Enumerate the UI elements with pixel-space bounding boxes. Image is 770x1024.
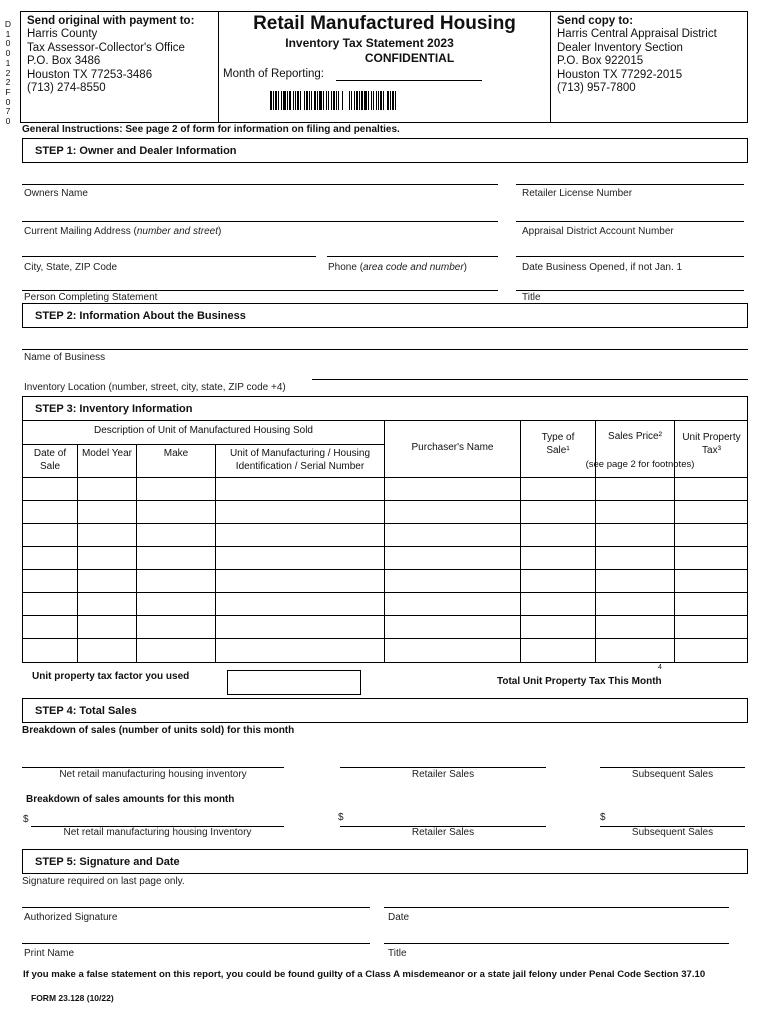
send-copy-line: Houston TX 77292-2015 [557,68,683,81]
form-number: FORM 23.128 (10/22) [31,993,114,1003]
cell-unit-id[interactable] [216,639,384,661]
print-name-field[interactable] [22,943,370,944]
mailing-address-field[interactable] [22,221,498,222]
phone-label-suffix: ) [463,262,467,273]
cell-unit-property-tax[interactable] [675,593,748,615]
person-completing-label: Person Completing Statement [24,292,158,303]
cell-make[interactable] [137,547,215,569]
table-group-divider [22,444,384,445]
cell-unit-id[interactable] [216,524,384,546]
mailing-address-label [24,226,221,237]
net-retail-amount-label: Net retail manufacturing housing Inventory [63,827,252,838]
step3-title: STEP 3: Inventory Information [35,403,193,415]
owners-name-label: Owners Name [24,188,88,199]
dollar-sign: $ [600,812,606,823]
cell-type-of-sale[interactable] [521,639,595,661]
cell-date[interactable] [23,478,77,500]
confidential-label: CONFIDENTIAL [364,51,455,65]
send-copy-heading: Send copy to: [557,15,634,27]
cell-type-of-sale[interactable] [521,547,595,569]
send-original-block [27,15,217,95]
phone-field[interactable] [327,256,498,257]
cell-type-of-sale[interactable] [521,593,595,615]
cell-model-year[interactable] [78,593,136,615]
appraisal-account-label: Appraisal District Account Number [522,226,674,237]
subsequent-sales-units-label: Subsequent Sales [631,769,714,780]
cell-make[interactable] [137,639,215,661]
title-label: Title [522,292,541,303]
th-sales-price: Sales Price² [608,431,662,442]
cell-date[interactable] [23,593,77,615]
cell-purchaser[interactable] [385,593,520,615]
cell-make[interactable] [137,570,215,592]
barcode [270,91,488,110]
step5-header [22,849,748,874]
phone-label-text: Phone ( [328,262,364,273]
th-purchaser: Purchaser's Name [411,442,494,453]
owners-name-field[interactable] [22,184,498,185]
th-type-of-sale: Type of Sale¹ [541,432,575,456]
cell-date[interactable] [23,547,77,569]
send-copy-line: Harris Central Appraisal District [557,28,717,41]
cell-sales-price[interactable] [596,593,674,615]
cell-make[interactable] [137,593,215,615]
inventory-location-field[interactable] [312,379,748,380]
header-divider [550,11,551,123]
cell-unit-id[interactable] [216,478,384,500]
signature-note: Signature required on last page only. [22,876,185,887]
cell-unit-id[interactable] [216,547,384,569]
cell-unit-id[interactable] [216,616,384,638]
cell-type-of-sale[interactable] [521,524,595,546]
cell-sales-price[interactable] [596,547,674,569]
form-subtitle [219,36,520,66]
business-name-label: Name of Business [24,352,106,363]
cell-sales-price[interactable] [596,570,674,592]
retailer-sales-amount-label: Retailer Sales [411,827,475,838]
cell-model-year[interactable] [78,616,136,638]
cell-purchaser[interactable] [385,639,520,661]
date-opened-label: Date Business Opened, if not Jan. 1 [522,262,683,273]
cell-make[interactable] [137,478,215,500]
cell-purchaser[interactable] [385,478,520,500]
month-of-reporting-label: Month of Reporting: [223,68,325,80]
phone-label-italic: area code and number [363,262,464,273]
appraisal-account-field[interactable] [516,221,744,222]
form-code-char: 0 [5,38,11,49]
date-label: Date [388,912,410,923]
dollar-sign: $ [338,812,344,823]
send-original-heading: Send original with payment to: [27,15,195,27]
th-unit-id: Unit of Manufacturing / Housing Identification / Serial Number [229,448,371,472]
print-name-label: Print Name [24,948,75,959]
general-instructions: General Instructions: See page 2 of form for information on filing and penalties. [22,124,400,135]
send-original-line: P.O. Box 3486 [27,55,101,68]
cell-unit-property-tax[interactable] [675,639,748,661]
signer-title-label: Title [388,948,407,959]
cell-purchaser[interactable] [385,616,520,638]
send-original-line: Houston TX 77253-3486 [27,68,153,81]
step4-title: STEP 4: Total Sales [35,705,137,717]
form-code-char: 0 [5,116,11,127]
cell-make[interactable] [137,524,215,546]
retailer-sales-units-field[interactable] [340,767,546,768]
city-state-zip-field[interactable] [22,256,316,257]
false-statement-warning: If you make a false statement on this report, you could be found guilty of a Class A misdemeanor or a state jail felony under Penal Code Section 37.10 [23,969,706,980]
cell-unit-id[interactable] [216,570,384,592]
cell-purchaser[interactable] [385,524,520,546]
cell-unit-id[interactable] [216,593,384,615]
form-code-char: 0 [5,48,11,59]
form-code-vertical [3,20,13,127]
cell-sales-price[interactable] [596,501,674,523]
cell-unit-property-tax[interactable] [675,501,748,523]
date-field[interactable] [384,907,729,908]
form-code-char: F [5,86,11,97]
send-copy-block [557,15,747,95]
send-copy-line: Dealer Inventory Section [557,41,683,54]
cell-unit-id[interactable] [216,501,384,523]
step5-title: STEP 5: Signature and Date [35,856,180,868]
step4-header [22,698,748,723]
cell-date[interactable] [23,524,77,546]
tax-factor-label: Unit property tax factor you used [32,671,190,682]
cell-model-year[interactable] [78,570,136,592]
cell-make[interactable] [137,501,215,523]
form-code-char: 2 [5,77,11,88]
cell-date[interactable] [23,616,77,638]
cell-purchaser[interactable] [385,547,520,569]
month-of-reporting-field[interactable] [336,80,482,81]
step2-title: STEP 2: Information About the Business [35,310,246,322]
form-code-char: 7 [5,106,11,117]
inventory-location-label: Inventory Location (number, street, city, state, ZIP code +4) [24,382,286,393]
cell-sales-price[interactable] [596,639,674,661]
cell-unit-property-tax[interactable] [675,478,748,500]
net-retail-units-label: Net retail manufacturing housing inventory [59,769,247,780]
total-tax-label: Total Unit Property Tax This Month [497,676,662,687]
city-state-zip-label: City, State, ZIP Code [24,262,118,273]
send-original-line: Harris County [27,28,98,41]
phone-label [328,262,467,273]
form-subtitle-year: Inventory Tax Statement 2023 [285,36,454,50]
cell-unit-property-tax[interactable] [675,616,748,638]
cell-make[interactable] [137,616,215,638]
cell-model-year[interactable] [78,639,136,661]
cell-type-of-sale[interactable] [521,501,595,523]
cell-model-year[interactable] [78,524,136,546]
cell-model-year[interactable] [78,478,136,500]
breakdown-units-label: Breakdown of sales (number of units sold) for this month [22,725,295,736]
subsequent-sales-units-field[interactable] [600,767,745,768]
subsequent-sales-amount-label: Subsequent Sales [631,827,714,838]
mailing-address-label-italic: number and street [136,226,218,237]
step1-header [22,138,748,163]
cell-date[interactable] [23,639,77,661]
th-make: Make [163,448,189,459]
tax-factor-input[interactable] [227,670,361,695]
send-copy-line: P.O. Box 922015 [557,55,644,68]
cell-type-of-sale[interactable] [521,570,595,592]
mailing-address-label-text: Current Mailing Address ( [24,226,137,237]
th-description-group: Description of Unit of Manufactured Housing Sold [93,425,313,436]
cell-purchaser[interactable] [385,570,520,592]
step2-header [22,303,748,328]
form-code-char: D [4,19,12,29]
send-original-line: Tax Assessor-Collector's Office [27,41,185,54]
mailing-address-label-suffix: ) [218,226,222,237]
form-title: Retail Manufactured Housing [253,13,516,34]
date-opened-field[interactable] [516,256,744,257]
step3-header [22,396,748,421]
signer-title-field[interactable] [384,943,729,944]
form-code-char: 2 [5,67,11,78]
cell-sales-price[interactable] [596,524,674,546]
send-original-line: (713) 274-8550 [27,82,106,95]
net-retail-units-field[interactable] [22,767,284,768]
retailer-license-field[interactable] [516,184,744,185]
send-copy-line: (713) 957-7800 [557,82,636,95]
retailer-license-label: Retailer License Number [522,188,633,199]
dollar-sign: $ [23,814,29,825]
title-field[interactable] [516,290,744,291]
cell-type-of-sale[interactable] [521,616,595,638]
th-date-of-sale: Date of Sale [33,448,67,472]
cell-purchaser[interactable] [385,501,520,523]
cell-sales-price[interactable] [596,616,674,638]
business-name-field[interactable] [22,349,748,350]
cell-unit-property-tax[interactable] [675,547,748,569]
authorized-signature-label: Authorized Signature [24,912,118,923]
form-code-char: 0 [5,96,11,107]
cell-model-year[interactable] [78,547,136,569]
retailer-sales-units-label: Retailer Sales [411,769,475,780]
th-footnote-note: (see page 2 for footnotes) [585,459,695,470]
cell-model-year[interactable] [78,501,136,523]
form-code-char: 1 [5,57,11,68]
cell-unit-property-tax[interactable] [675,570,748,592]
breakdown-amounts-label: Breakdown of sales amounts for this month [26,794,235,805]
cell-date[interactable] [23,501,77,523]
authorized-signature-field[interactable] [22,907,370,908]
th-unit-property-tax: Unit Property Tax³ [682,432,741,456]
cell-unit-property-tax[interactable] [675,524,748,546]
cell-date[interactable] [23,570,77,592]
total-footnote-marker: 4 [658,664,662,671]
step1-title: STEP 1: Owner and Dealer Information [35,145,237,157]
th-model-year: Model Year [81,448,133,459]
cell-sales-price[interactable] [596,478,674,500]
person-completing-field[interactable] [22,290,498,291]
cell-type-of-sale[interactable] [521,478,595,500]
form-code-char: 1 [5,28,11,39]
